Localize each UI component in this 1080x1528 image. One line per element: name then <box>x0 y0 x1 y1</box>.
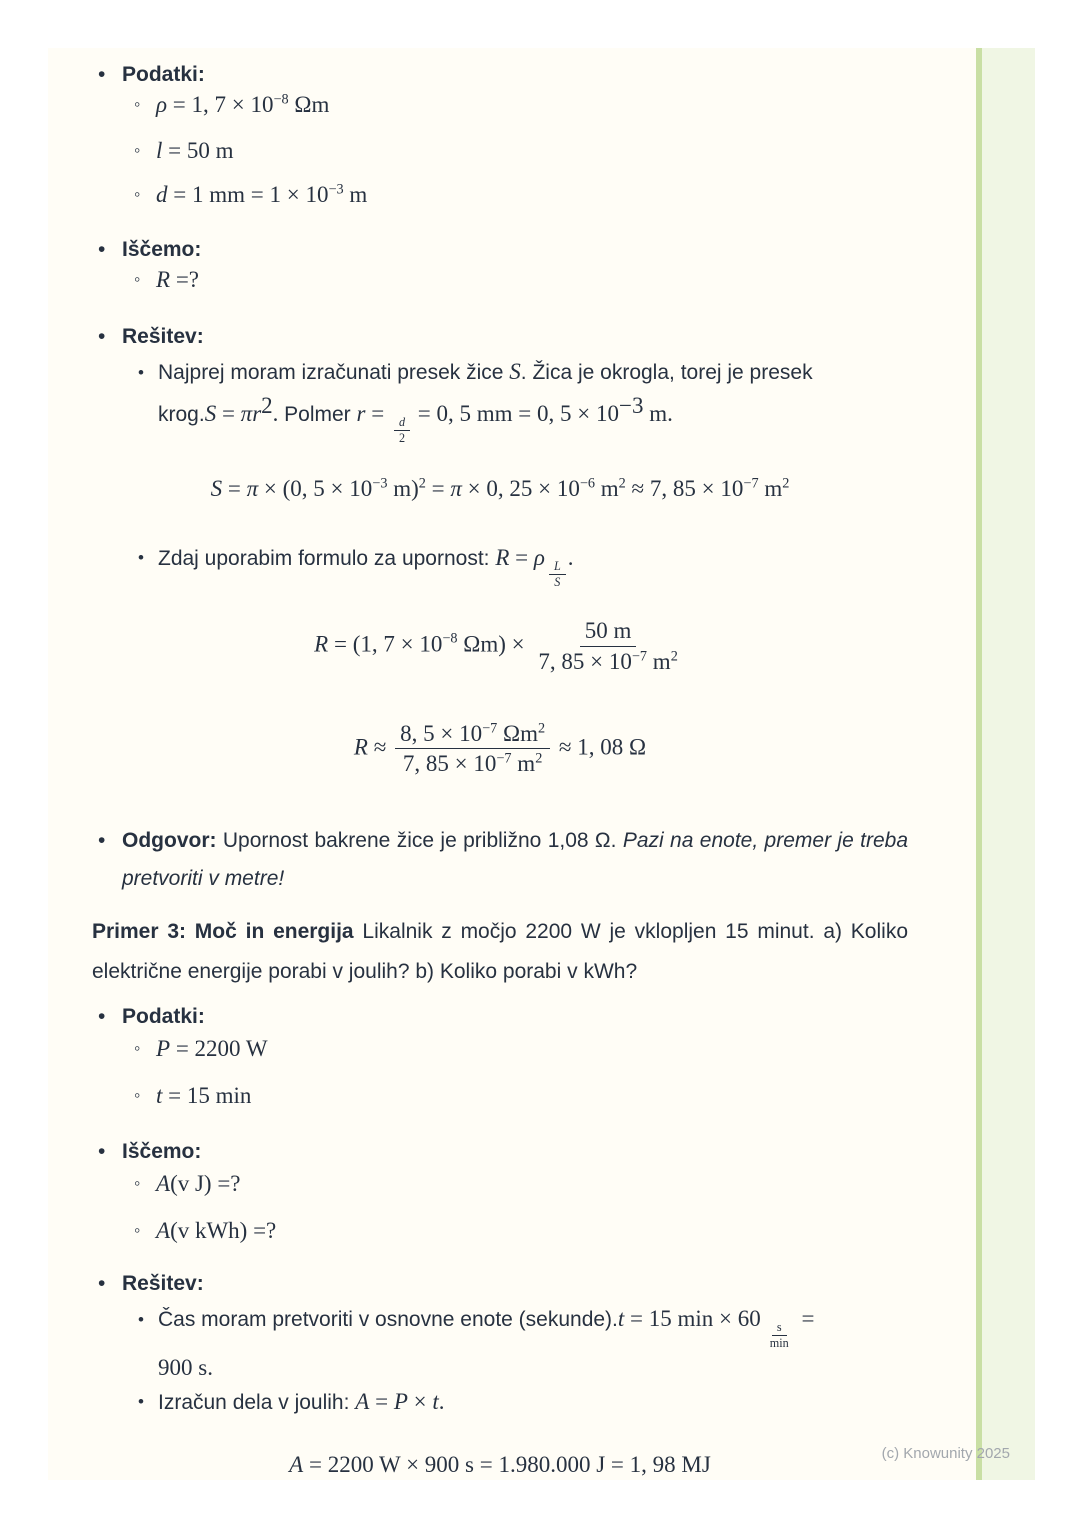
circle-bullet-icon: ◦ <box>134 269 141 289</box>
bullet-icon: • <box>98 828 106 852</box>
math-expression: A(v kWh) =? <box>156 1217 277 1243</box>
label-iscemo-3 <box>92 1137 908 1167</box>
label-text: Podatki: <box>122 63 205 86</box>
step-text: Najprej moram izračunati presek žice S. Žica je okrogla, torej je presek krog.S = $\pi r^2$. Polmer r = $\frac{d}{2}$ = 0, 5 mm = 0, $5 \times 10^{-3}$ m. <box>158 359 813 446</box>
label-text: Iščemo: <box>122 1139 202 1163</box>
item-length <box>92 136 908 167</box>
circle-bullet-icon: ◦ <box>134 1219 141 1240</box>
circle-bullet-icon: ◦ <box>134 1084 141 1105</box>
item-time <box>92 1081 908 1112</box>
formula-cross-section: S = π × (0, $5 \times 10^{-3}$ m)$^2$ = π × 0, $25 \times 10^{-6}$ $m^2 \approx 7$, $85 \times 10^{-7}$ $m^2$ <box>210 475 790 501</box>
answer-text: Odgovor: Upornost bakrene žice je približno 1,08 Ω. Pazi na enote, premer je treba pretvoriti v metre! <box>122 828 909 890</box>
answer-odgovor <box>92 822 908 898</box>
math-expression: l = 50 m <box>156 138 234 163</box>
math-expression: d = 1 mm = $1 \times 10^{-3}$ m <box>156 181 368 207</box>
circle-bullet-icon: ◦ <box>134 184 141 204</box>
bullet-icon: • <box>98 1271 106 1295</box>
math-expression: P = 2200 W <box>156 1035 268 1061</box>
bullet-icon: • <box>98 238 106 261</box>
page-content <box>92 48 908 1482</box>
document-page <box>48 48 1035 1480</box>
item-diameter <box>92 180 908 211</box>
math-expression: A(v J) =? <box>156 1170 241 1196</box>
bullet-icon: • <box>98 63 106 86</box>
label-text: Iščemo: <box>122 238 202 261</box>
formula-resistance-2: R ≈ $\frac{8, 5 \times 10^{-7} \Omega m^2}{7, 85 \times 10^{-7} m^2}$ ≈ 1, 08 Ω <box>353 719 647 777</box>
label-podatki-3 <box>92 1002 908 1032</box>
item-power <box>92 1034 908 1065</box>
bullet-icon: • <box>98 1004 106 1028</box>
circle-bullet-icon: ◦ <box>134 1172 141 1193</box>
item-rho <box>92 90 908 121</box>
circle-bullet-icon: ◦ <box>134 94 141 114</box>
formula-resistance-1: R = (1, $7 \times 10^{-8}$ Ωm) × $\frac{50 m}{7, 85 \times 10^{-7} m^2}$ <box>314 618 678 674</box>
page-edge-stripe <box>976 48 1035 1480</box>
step-text: Čas moram pretvoriti v osnovne enote (sekunde).t = 15 min × 60 $\frac{s}{\min}$ = 900 s. <box>158 1305 815 1381</box>
math-expression: R =? <box>156 267 199 292</box>
step-resistance-formula-text <box>92 543 908 590</box>
bullet-icon: • <box>98 325 106 348</box>
label-podatki-2 <box>92 60 908 90</box>
bullet-icon: • <box>138 547 144 567</box>
step-text: Izračun dela v joulih: A = P × t. <box>158 1389 445 1415</box>
label-text: Rešitev: <box>122 325 204 348</box>
math-expression: ρ = 1, $7 \times 10^{-8}$ Ωm <box>156 91 330 117</box>
step-text: Zdaj uporabim formulo za upornost: R = ρ $\frac{L}{S}$ . <box>158 544 574 589</box>
circle-bullet-icon: ◦ <box>134 1037 141 1058</box>
heading-primer-3: Primer 3: Moč in energija Likalnik z močjo 2200 W je vklopljen 15 minut. a) Koliko električne energije porabi v joulih? b) Koliko porabi v kWh? <box>92 919 908 983</box>
item-energy-kwh-question <box>92 1216 908 1247</box>
step-time-conversion <box>92 1301 908 1388</box>
formula-work: A = 2200 W × 900 s = 1.980.000 J = 1, 98 MJ <box>289 1452 711 1478</box>
item-r-question <box>92 265 908 296</box>
label-resitev-2 <box>92 322 908 352</box>
step-cross-section-text <box>92 354 908 446</box>
label-resitev-3 <box>92 1269 908 1299</box>
bullet-icon: • <box>98 1139 106 1163</box>
copyright-note: (c) Knowunity 2025 <box>881 1445 1010 1462</box>
math-expression: t = 15 min <box>156 1082 252 1108</box>
label-text: Podatki: <box>122 1004 205 1028</box>
item-energy-joules-question <box>92 1169 908 1200</box>
bullet-icon: • <box>138 363 144 382</box>
label-text: Rešitev: <box>122 1271 204 1295</box>
circle-bullet-icon: ◦ <box>134 140 141 160</box>
bullet-icon: • <box>138 1392 144 1412</box>
bullet-icon: • <box>138 1309 144 1329</box>
step-work-formula <box>92 1387 908 1418</box>
label-iscemo-2 <box>92 235 908 265</box>
